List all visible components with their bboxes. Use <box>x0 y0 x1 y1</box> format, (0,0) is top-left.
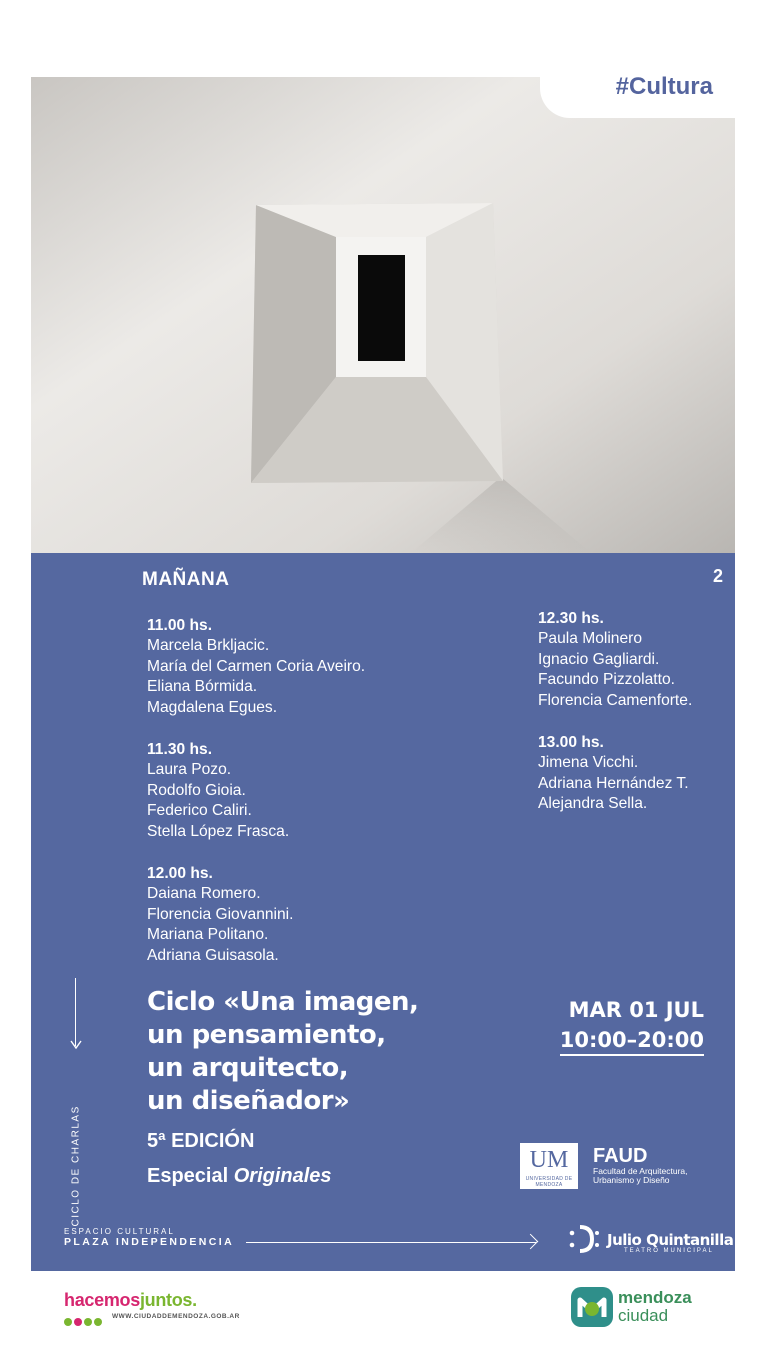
hacemos-text: hacemos <box>64 1290 140 1310</box>
speaker: Adriana Guisasola. <box>147 946 279 964</box>
event-title-line: un diseñador» <box>147 1086 350 1116</box>
speaker: Laura Pozo. <box>147 761 232 779</box>
vertical-label-block <box>69 978 83 1227</box>
event-hours: 10:00–20:00 <box>560 1028 704 1056</box>
theatre-name: Julio Quintanilla <box>607 1231 734 1249</box>
twitter-icon <box>74 1318 82 1326</box>
speaker: Ignacio Gagliardi. <box>538 650 660 668</box>
faud-subtitle-line: Urbanismo y Diseño <box>593 1175 670 1185</box>
venue-name: PLAZA INDEPENDENCIA <box>64 1236 235 1248</box>
event-title-line: un arquitecto, <box>147 1053 349 1083</box>
event-datetime <box>560 995 704 1055</box>
facebook-icon <box>64 1318 72 1326</box>
event-title <box>147 986 418 1118</box>
special-prefix: Especial <box>147 1165 229 1187</box>
speaker: Florencia Camenforte. <box>538 691 693 709</box>
special-italic: Originales <box>233 1165 332 1187</box>
event-date: MAR 01 JUL <box>568 998 704 1022</box>
schedule-group <box>147 864 365 966</box>
time-slot: 13.00 hs. <box>538 734 604 752</box>
event-title-line: Ciclo «Una imagen, <box>147 987 419 1017</box>
social-icons <box>64 1313 104 1331</box>
venue-small-label: ESPACIO CULTURAL <box>64 1227 175 1236</box>
um-logo-sub: UNIVERSIDAD DE MENDOZA <box>525 1176 573 1188</box>
um-logo-letters: UM <box>529 1147 569 1173</box>
faud-subtitle <box>593 1167 713 1185</box>
youtube-icon <box>94 1318 102 1326</box>
special-label <box>147 1165 332 1188</box>
time-slot: 11.00 hs. <box>147 617 213 634</box>
speaker: Alejandra Sella. <box>538 795 648 813</box>
schedule-left-column <box>147 616 365 988</box>
speaker: Stella López Frasca. <box>147 822 290 840</box>
faud-logo: FAUD <box>593 1145 648 1167</box>
sculpture-illustration <box>31 77 735 553</box>
speaker: Federico Caliri. <box>147 802 252 820</box>
speaker: Marcela Brkljacic. <box>147 637 270 655</box>
speaker: Eliana Bórmida. <box>147 678 258 696</box>
schedule-group <box>147 740 365 842</box>
speaker: Florencia Giovannini. <box>147 905 294 923</box>
event-title-line: un pensamiento, <box>147 1020 386 1050</box>
instagram-icon <box>84 1318 92 1326</box>
website-url: WWW.CIUDADDEMENDOZA.GOB.AR <box>112 1313 240 1320</box>
faud-subtitle-line: Facultad de Arquitectura, <box>593 1166 688 1176</box>
speaker: Paula Molinero <box>538 630 643 648</box>
section-title: MAÑANA <box>142 569 230 590</box>
time-slot: 12.30 hs. <box>538 610 604 627</box>
schedule-group <box>147 616 365 718</box>
vertical-label: CICLO DE CHARLAS <box>70 1105 82 1227</box>
speaker: Magdalena Egues. <box>147 698 278 716</box>
mendoza-label: mendoza <box>618 1288 692 1307</box>
speaker: Daiana Romero. <box>147 885 261 903</box>
speaker: María del Carmen Coria Aveiro. <box>147 657 366 675</box>
julio-quintanilla-logo-icon <box>566 1221 602 1257</box>
time-slot: 11.30 hs. <box>147 741 213 759</box>
page-number: 2 <box>712 566 723 586</box>
schedule-group <box>538 733 692 815</box>
theatre-subtitle: TEATRO MUNICIPAL <box>624 1248 714 1254</box>
hashtag-label: #Cultura <box>615 73 713 100</box>
speaker: Mariana Politano. <box>147 926 269 944</box>
speaker: Rodolfo Gioia. <box>147 781 246 799</box>
speaker: Adriana Hernández T. <box>538 774 689 792</box>
um-logo <box>520 1143 578 1189</box>
edition-label: 5ª EDICIÓN <box>147 1130 255 1152</box>
info-panel <box>31 553 735 1271</box>
speaker: Facundo Pizzolatto. <box>538 671 675 689</box>
arrow-line <box>246 1242 536 1243</box>
juntos-text: juntos. <box>139 1290 197 1310</box>
mendoza-ciudad-logo-icon <box>571 1287 613 1327</box>
time-slot: 12.00 hs. <box>147 865 213 883</box>
arrow-right-icon <box>523 1234 539 1250</box>
sculpture-photo <box>31 77 735 553</box>
schedule-right-column <box>538 609 692 837</box>
ciudad-label: ciudad <box>618 1306 669 1325</box>
hacemos-juntos-logo <box>64 1290 197 1311</box>
schedule-group <box>538 609 692 711</box>
speaker: Jimena Vicchi. <box>538 754 639 772</box>
